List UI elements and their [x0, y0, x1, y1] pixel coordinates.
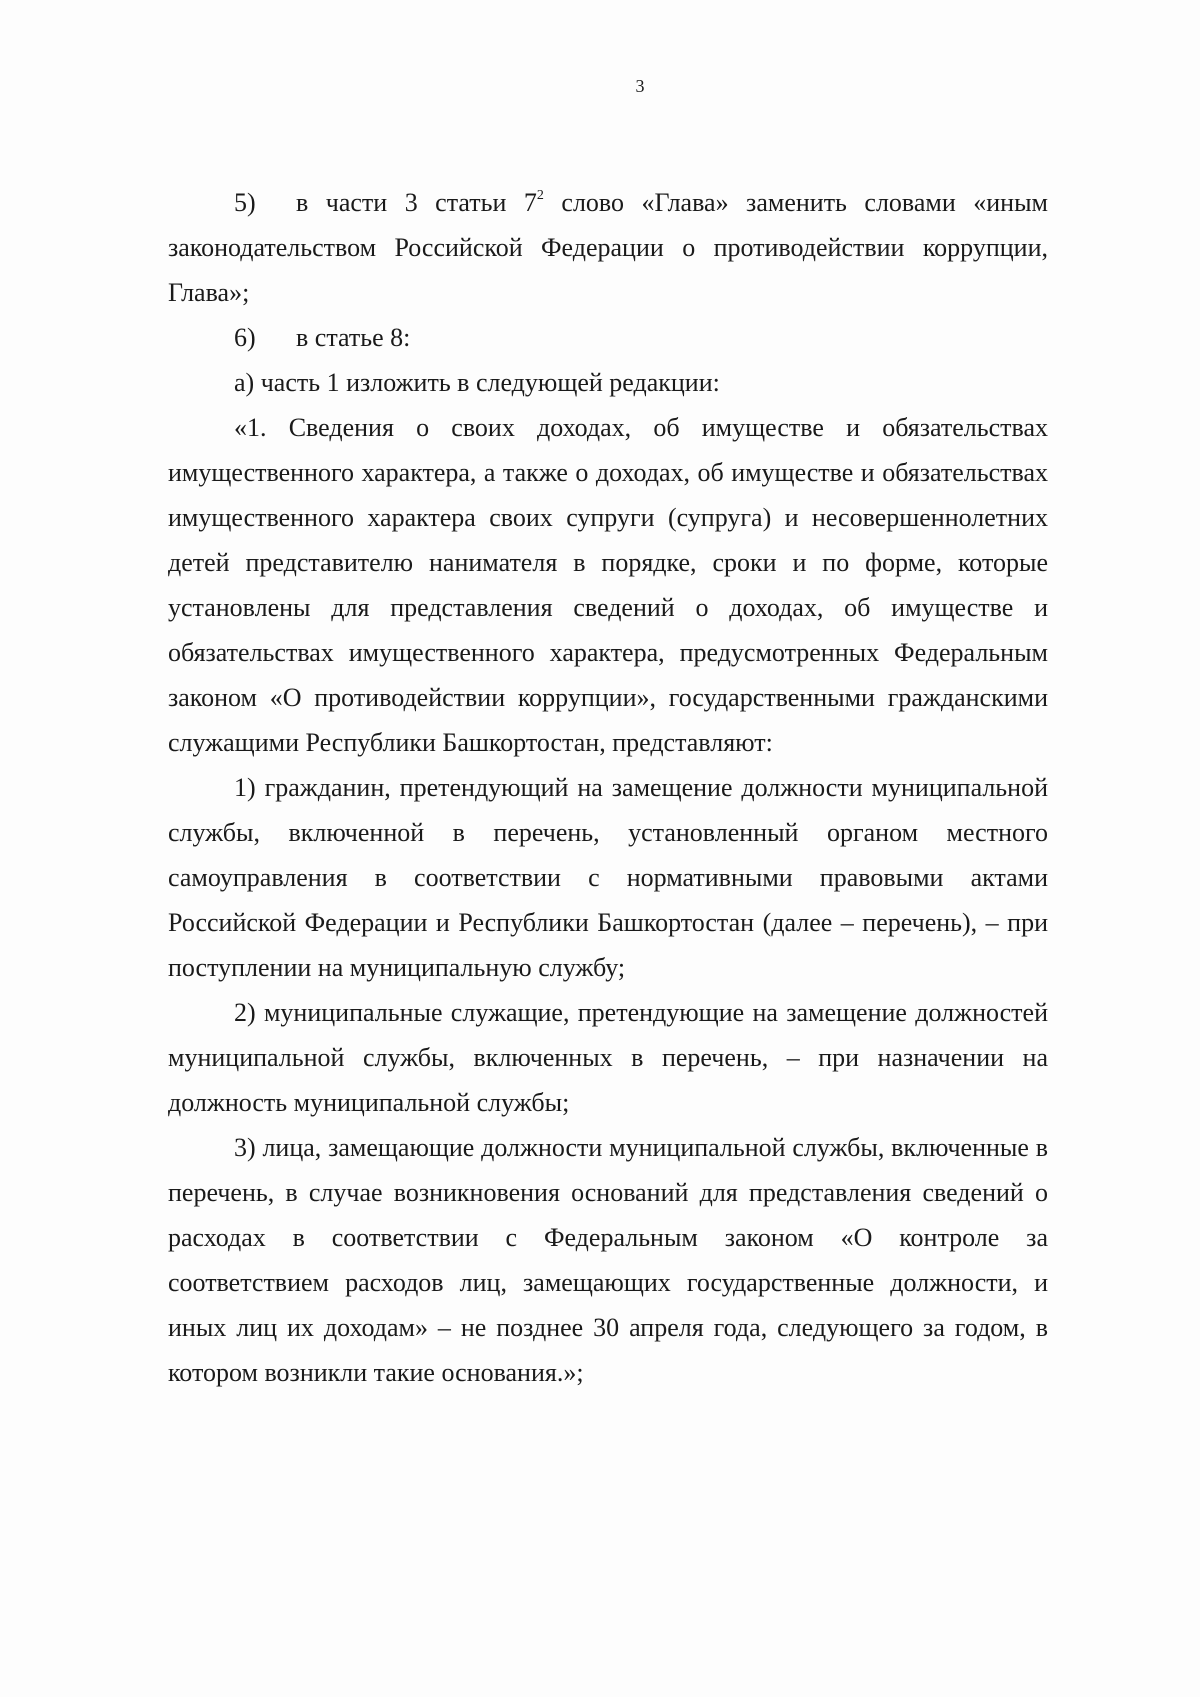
item-5-paragraph [168, 180, 1048, 315]
item-5-text-a: в части 3 статьи 7 [296, 188, 537, 217]
document-body [168, 180, 1048, 1395]
quoted-part-1-paragraph: «1. Сведения о своих доходах, об имуществе и обязательствах имущественного характера, а также о доходах, об имуществе и обязательствах имущественного характера своих супруги (супруга) и несовершеннолетних детей представителю нанимателя в порядке, сроки и по форме, которые установлены для представления сведений о доходах, об имуществе и обязательствах имущественного характера, предусмотренных Федеральным законом «О противодействии коррупции», государственными гражданскими служащими Республики Башкортостан, представляют: [168, 413, 1048, 757]
page-number: 3 [635, 76, 645, 96]
item-6-number: 6) [234, 323, 256, 352]
item-6-paragraph [168, 315, 1048, 360]
list-item-2: 2) муниципальные служащие, претендующие на замещение должностей муниципальной службы, включенных в перечень, – при назначении на должность муниципальной службы; [168, 998, 1048, 1117]
item-5-text-b: слово «Глава» заменить словами «иным законодательством Российской Федерации о противодействии коррупции, Глава»; [168, 188, 1048, 307]
item-6-text: в статье 8: [296, 323, 411, 352]
item-5-superscript: 2 [536, 188, 544, 203]
list-item-3: 3) лица, замещающие должности муниципальной службы, включенные в перечень, в случае возникновения оснований для представления сведений о расходах в соответствии с Федеральным законом «О контроле за соответствием расходов лиц, замещающих государственные должности, и иных лиц их доходам» – не позднее 30 апреля года, следующего за годом, в котором возникли такие основания.»; [168, 1133, 1048, 1387]
sub-item-a-paragraph: а) часть 1 изложить в следующей редакции: [234, 368, 720, 397]
list-item-1: 1) гражданин, претендующий на замещение должности муниципальной службы, включенной в перечень, установленный органом местного самоуправления в соответствии с нормативными правовыми актами Российской Федерации и Республики Башкортостан (далее – перечень), – при поступлении на муниципальную службу; [168, 773, 1048, 982]
item-5-number: 5) [234, 188, 256, 217]
